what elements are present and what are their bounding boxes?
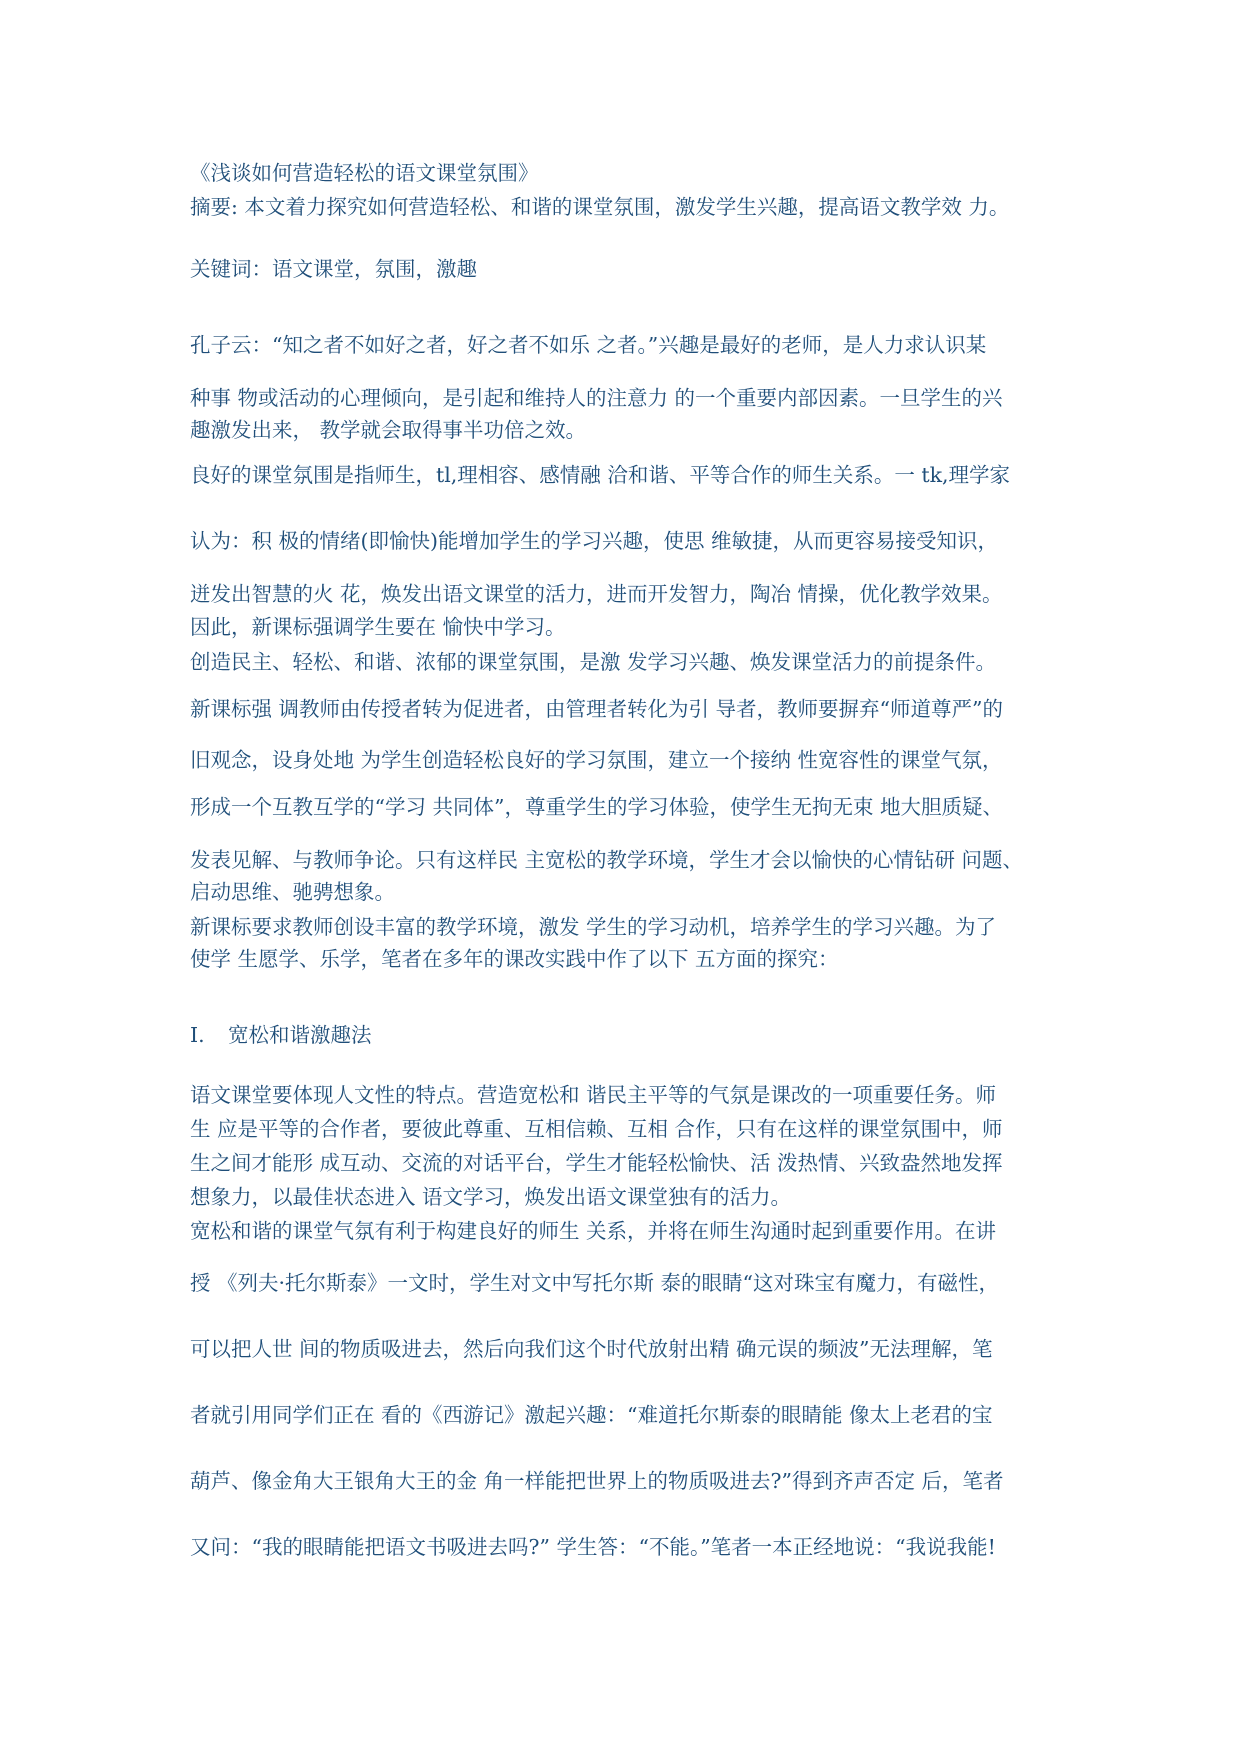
keywords: 关键词：语文课堂，氛围，激趣 bbox=[190, 257, 477, 281]
paragraph-line: 发表见解、与教师争论。只有这样民 主宽松的教学环境，学生才会以愉快的心情钻研 问题、 bbox=[190, 848, 1024, 872]
paragraph-line: 新课标强 调教师由传授者转为促进者，由管理者转化为引 导者，教师要摒弃“师道尊严”的 bbox=[190, 697, 1003, 721]
paragraph-line: 孔子云：“知之者不如好之者，好之者不如乐 之者。”兴趣是最好的老师，是人力求认识某 bbox=[190, 333, 987, 357]
abstract: 摘要: 本文着力探究如何营造轻松、和谐的课堂氛围，激发学生兴趣，提高语文教学效 力。 bbox=[190, 195, 1010, 219]
section-heading bbox=[190, 1020, 1080, 1050]
paragraph-line: 又问：“我的眼睛能把语文书吸进去吗?” 学生答：“不能。”笔者一本正经地说：“我说我能! bbox=[190, 1535, 996, 1559]
section-title: 宽松和谐激趣法 bbox=[228, 1023, 372, 1047]
paragraph-line: 宽松和谐的课堂气氛有利于构建良好的师生 关系，并将在师生沟通时起到重要作用。在讲 bbox=[190, 1219, 997, 1243]
paragraph-line: 启动思维、驰骋想象。 bbox=[190, 880, 395, 904]
paragraph-line: 良好的课堂氛围是指师生，tl,理相容、感情融 洽和谐、平等合作的师生关系。一 tk,理学家 bbox=[190, 463, 1011, 487]
paragraph-line: 新课标要求教师创设丰富的教学环境，激发 学生的学习动机，培养学生的学习兴趣。为了 bbox=[190, 915, 997, 939]
paragraph-line: 形成一个互教互学的“学习 共同体”，尊重学生的学习体验，使学生无拘无束 地大胆质疑、 bbox=[190, 795, 1003, 819]
section-number: I. bbox=[190, 1023, 205, 1047]
paragraph-line: 葫芦、像金角大王银角大王的金 角一样能把世界上的物质吸进去?”得到齐声否定 后，笔者 bbox=[190, 1469, 1004, 1493]
paragraph-line: 可以把人世 间的物质吸进去，然后向我们这个时代放射出精 确元误的频波”无法理解，笔 bbox=[190, 1337, 993, 1361]
paragraph-line: 者就引用同学们正在 看的《西游记》激起兴趣：“难道托尔斯泰的眼睛能 像太上老君的宝 bbox=[190, 1403, 993, 1427]
paragraph-line: 想象力，以最佳状态进入 语文学习，焕发出语文课堂独有的活力。 bbox=[190, 1185, 792, 1209]
paragraph-line: 授 《列夫·托尔斯泰》一文时，学生对文中写托尔斯 泰的眼睛“这对珠宝有魔力，有磁性， bbox=[190, 1271, 1000, 1295]
paragraph-line: 因此，新课标强调学生要在 愉快中学习。 bbox=[190, 615, 566, 639]
paragraph-line: 趣激发出来， 教学就会取得事半功倍之效。 bbox=[190, 418, 587, 442]
paragraph-line: 种事 物或活动的心理倾向，是引起和维持人的注意力 的一个重要内部因素。一旦学生的兴 bbox=[190, 386, 1003, 410]
document-title: 《浅谈如何营造轻松的语文课堂氛围》 bbox=[190, 161, 539, 185]
paragraph-line: 使学 生愿学、乐学，笔者在多年的课改实践中作了以下 五方面的探究： bbox=[190, 947, 839, 971]
paragraph-line: 迸发出智慧的火 花，焕发出语文课堂的活力，进而开发智力，陶冶 情操，优化教学效果。 bbox=[190, 582, 1003, 606]
paragraph-line: 创造民主、轻松、和谐、浓郁的课堂氛围，是激 发学习兴趣、焕发课堂活力的前提条件。 bbox=[190, 650, 997, 674]
paragraph-line: 生 应是平等的合作者，要彼此尊重、互相信赖、互相 合作，只有在这样的课堂氛围中，师 bbox=[190, 1117, 1003, 1141]
paragraph-line: 旧观念，设身处地 为学生创造轻松良好的学习氛围，建立一个接纳 性宽容性的课堂气氛， bbox=[190, 748, 1003, 772]
paragraph-line: 语文课堂要体现人文性的特点。营造宽松和 谐民主平等的气氛是课改的一项重要任务。师 bbox=[190, 1083, 997, 1107]
paragraph-line: 生之间才能形 成互动、交流的对话平台，学生才能轻松愉快、活 泼热情、兴致盎然地发挥 bbox=[190, 1151, 1003, 1175]
paragraph-line: 认为：积 极的情绪(即愉快)能增加学生的学习兴趣，使思 维敏捷，从而更容易接受知识， bbox=[190, 529, 999, 553]
